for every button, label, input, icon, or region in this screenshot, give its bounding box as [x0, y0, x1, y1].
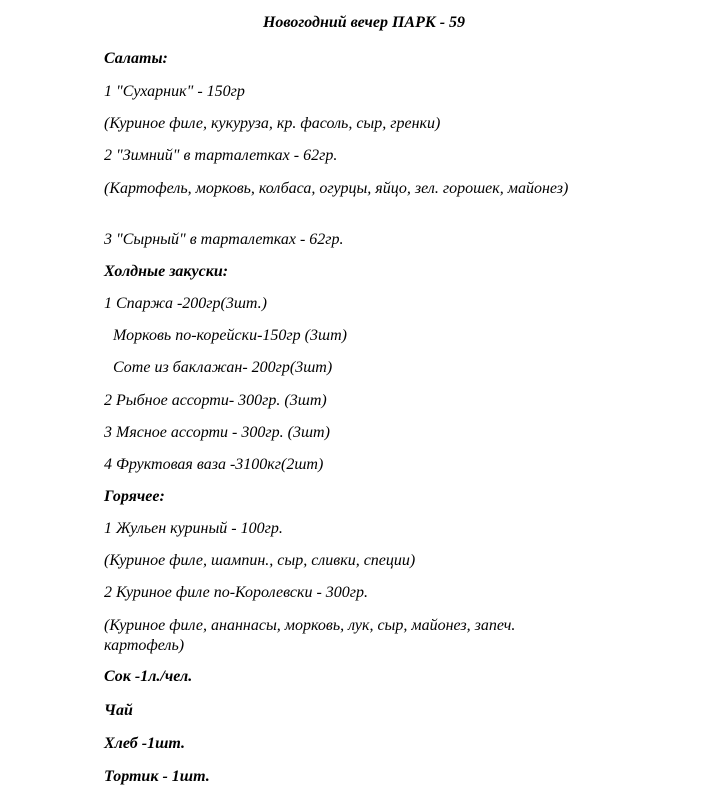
section-heading-salads: Салаты: [104, 50, 168, 67]
item-cake: Тортик - 1шт. [104, 768, 210, 785]
menu-item: 3 "Сырный" в тарталетках - 62гр. [104, 231, 344, 248]
menu-item: Соте из баклажан- 200гр(3шт) [113, 359, 333, 376]
drink-item-juice: Сок -1л./чел. [104, 668, 193, 685]
menu-item: 4 Фруктовая ваза -3100кг(2шт) [104, 456, 324, 473]
menu-item: Морковь по-корейски-150гр (3шт) [113, 327, 347, 344]
menu-item: 3 Мясное ассорти - 300гр. (3шт) [104, 424, 330, 441]
menu-item: 1 Жульен куриный - 100гр. [104, 520, 283, 537]
document-title: Новогодний вечер ПАРК - 59 [262, 14, 466, 31]
menu-item: 1 Спаржа -200гр(3шт.) [104, 295, 267, 312]
section-heading-hot-dishes: Горячее: [104, 488, 165, 505]
menu-item: 1 "Сухарник" - 150гр [104, 83, 245, 100]
menu-item: 2 Рыбное ассорти- 300гр. (3шт) [104, 392, 327, 409]
menu-item-ingredients: (Куриное филе, ананнасы, морковь, лук, сыр, майонез, запеч. картофель) [104, 617, 516, 654]
drink-item-tea: Чай [104, 702, 133, 719]
menu-item-ingredients: (Куриное филе, шампин., сыр, сливки, специи) [104, 552, 416, 569]
menu-item: 2 Куриное филе по-Королевски - 300гр. [104, 584, 369, 601]
menu-item: 2 "Зимний" в тарталетках - 62гр. [104, 147, 338, 164]
section-heading-cold-appetizers: Холдные закуски: [104, 263, 229, 280]
item-bread: Хлеб -1шт. [104, 735, 186, 752]
menu-item-ingredients: (Картофель, морковь, колбаса, огурцы, яйцо, зел. горошек, майонез) [104, 180, 569, 197]
menu-item-ingredients: (Куриное филе, кукуруза, кр. фасоль, сыр, гренки) [104, 115, 441, 132]
